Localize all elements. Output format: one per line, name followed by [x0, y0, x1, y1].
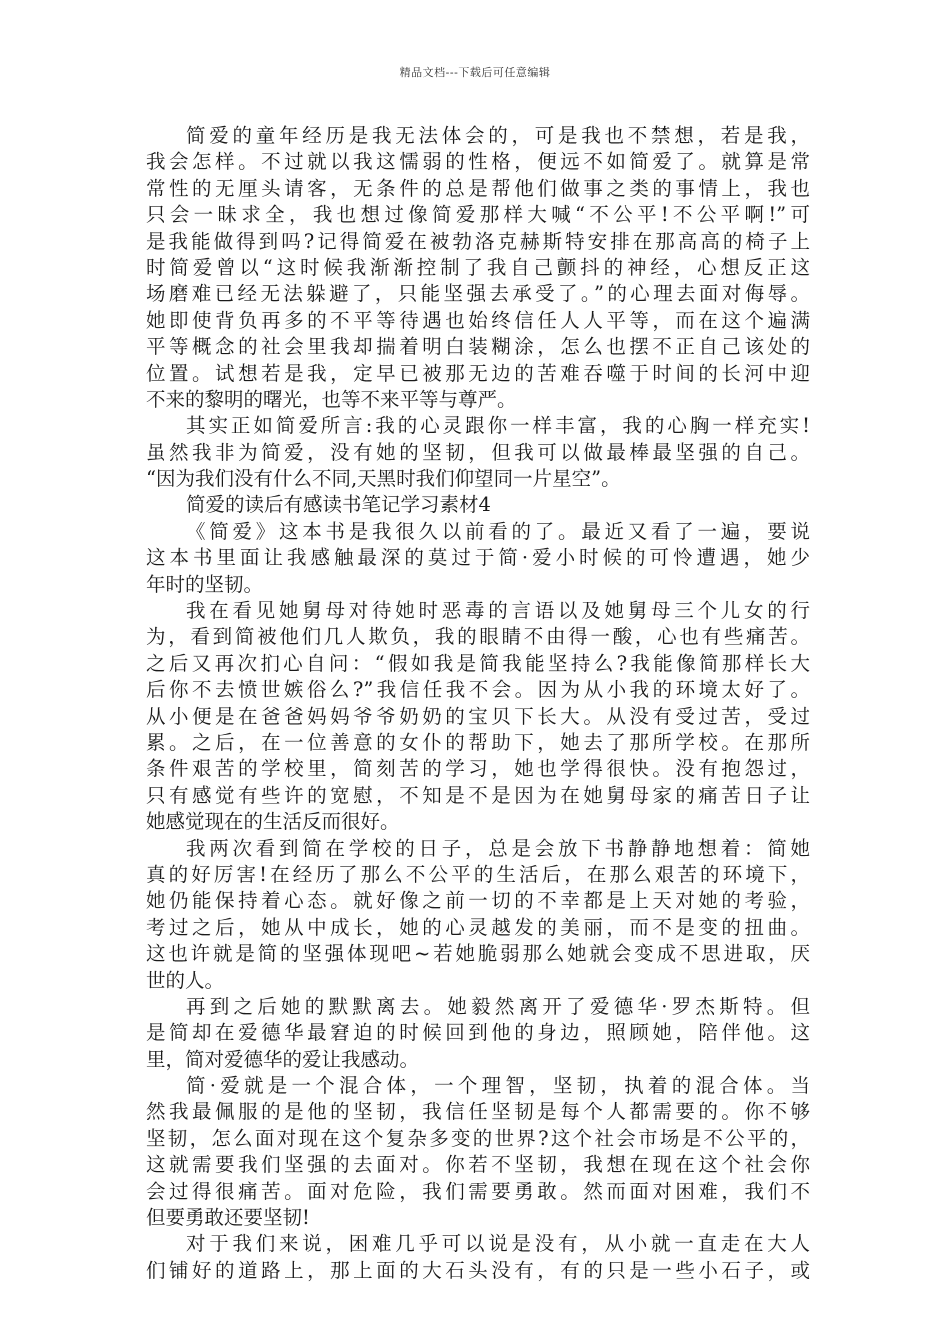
text-line: 为，看到简被他们几人欺负，我的眼睛不由得一酸，心也有些痛苦。: [146, 625, 810, 649]
text-line: 我会怎样。不过就以我这懦弱的性格，便远不如简爱了。就算是常: [146, 150, 810, 174]
paragraph-first-line: 我在看见她舅母对待她时恶毒的言语以及她舅母三个儿女的行: [186, 599, 810, 623]
text-line: 会过得很痛苦。面对危险，我们需要勇敢。然而面对困难，我们不: [146, 1179, 810, 1203]
text-line: 不来的黎明的曙光，也等不来平等与尊严。: [146, 387, 517, 411]
text-line: 是简却在爱德华最窘迫的时候回到他的身边，照顾她，陪伴他。这: [146, 1021, 810, 1045]
text-line: 然我最佩服的是他的坚韧，我信任坚韧是每个人都需要的。你不够: [146, 1100, 810, 1124]
text-line: 但要勇敢还要坚韧!: [146, 1206, 310, 1230]
text-line: 时简爱曾以“这时候我渐渐控制了我自己颤抖的神经，心想反正这: [146, 255, 810, 279]
paragraph-first-line: 再到之后她的默默离去。她毅然离开了爱德华·罗杰斯特。但: [186, 994, 810, 1018]
text-line: 年时的坚韧。: [146, 572, 264, 596]
text-line: 只有感觉有些许的宽慰，不知是不是因为在她舅母家的痛苦日子让: [146, 783, 810, 807]
paragraph-first-line: 其实正如简爱所言:我的心灵跟你一样丰富，我的心胸一样充实!: [186, 414, 810, 438]
text-line: 真的好厉害!在经历了那么不公平的生活后，在那么艰苦的环境下，: [146, 862, 810, 886]
text-line: 之后又再次扪心自问：“假如我是简我能坚持么?我能像简那样长大: [146, 651, 810, 675]
text-line: 常性的无厘头请客，无条件的总是帮他们做事之类的事情上，我也: [146, 176, 810, 200]
text-line: 她感觉现在的生活反而很好。: [146, 810, 400, 834]
document-body: [146, 123, 810, 1284]
text-line: 们铺好的道路上，那上面的大石头没有，有的只是一些小石子，或: [146, 1258, 810, 1282]
text-line: 她仍能保持着心态。就好像之前一切的不幸都是上天对她的考验，: [146, 889, 810, 913]
text-line: 世的人。: [146, 968, 225, 992]
text-line: 这也许就是简的坚强体现吧~若她脆弱那么她就会变成不思进取，厌: [146, 942, 810, 966]
paragraph-first-line: 我两次看到简在学校的日子，总是会放下书静静地想着：简她: [186, 836, 810, 860]
paragraph-first-line: 《简爱》这本书是我很久以前看的了。最近又看了一遍，要说: [186, 519, 810, 543]
text-line: “因为我们没有什么不同,天黑时我们仰望同一片星空”。: [146, 467, 621, 491]
text-line: 是我能做得到吗?记得简爱在被勃洛克赫斯特安排在那高高的椅子上: [146, 229, 810, 253]
text-line: 考过之后，她从中成长，她的心灵越发的美丽，而不是变的扭曲。: [146, 915, 810, 939]
text-line: 条件艰苦的学校里，简刻苦的学习，她也学得很快。没有抱怨过，: [146, 757, 810, 781]
text-line: 场磨难已经无法躲避了，只能坚强去承受了。”的心理去面对侮辱。: [146, 282, 810, 306]
text-line: 坚韧，怎么面对现在这个复杂多变的世界?这个社会市场是不公平的，: [146, 1126, 810, 1150]
text-line: 只会一昧求全，我也想过像简爱那样大喊“不公平!不公平啊!”可: [146, 203, 810, 227]
text-line: 这就需要我们坚强的去面对。你若不坚韧，我想在现在这个社会你: [146, 1153, 810, 1177]
text-line: 位置。试想若是我，定早已被那无边的苦难吞噬于时间的长河中迎: [146, 361, 810, 385]
text-line: 她即使背负再多的不平等待遇也始终信任人人平等，而在这个遍满: [146, 308, 810, 332]
text-line: 平等概念的社会里我却揣着明白装糊涂，怎么也摆不正自己该处的: [146, 335, 810, 359]
paragraph-first-line: 简爱的读后有感读书笔记学习素材4: [186, 493, 491, 517]
text-line: 后你不去愤世嫉俗么?”我信任我不会。因为从小我的环境太好了。: [146, 678, 810, 702]
text-line: 累。之后，在一位善意的女仆的帮助下，她去了那所学校。在那所: [146, 730, 810, 754]
paragraph-first-line: 简·爱就是一个混合体，一个理智，坚韧，执着的混合体。当: [186, 1074, 810, 1098]
text-line: 里，简对爱德华的爱让我感动。: [146, 1047, 420, 1071]
text-line: 从小便是在爸爸妈妈爷爷奶奶的宝贝下长大。从没有受过苦，受过: [146, 704, 810, 728]
paragraph-first-line: 简爱的童年经历是我无法体会的，可是我也不禁想，若是我，: [186, 124, 810, 147]
text-line: 虽然我非为简爱，没有她的坚韧，但我可以做最棒最坚强的自己。: [146, 440, 810, 464]
text-line: 这本书里面让我感触最深的莫过于简·爱小时候的可怜遭遇，她少: [146, 546, 810, 570]
page-header: 精品文档---下载后可任意编辑: [399, 66, 551, 79]
paragraph-first-line: 对于我们来说，困难几乎可以说是没有，从小就一直走在大人: [186, 1232, 810, 1256]
